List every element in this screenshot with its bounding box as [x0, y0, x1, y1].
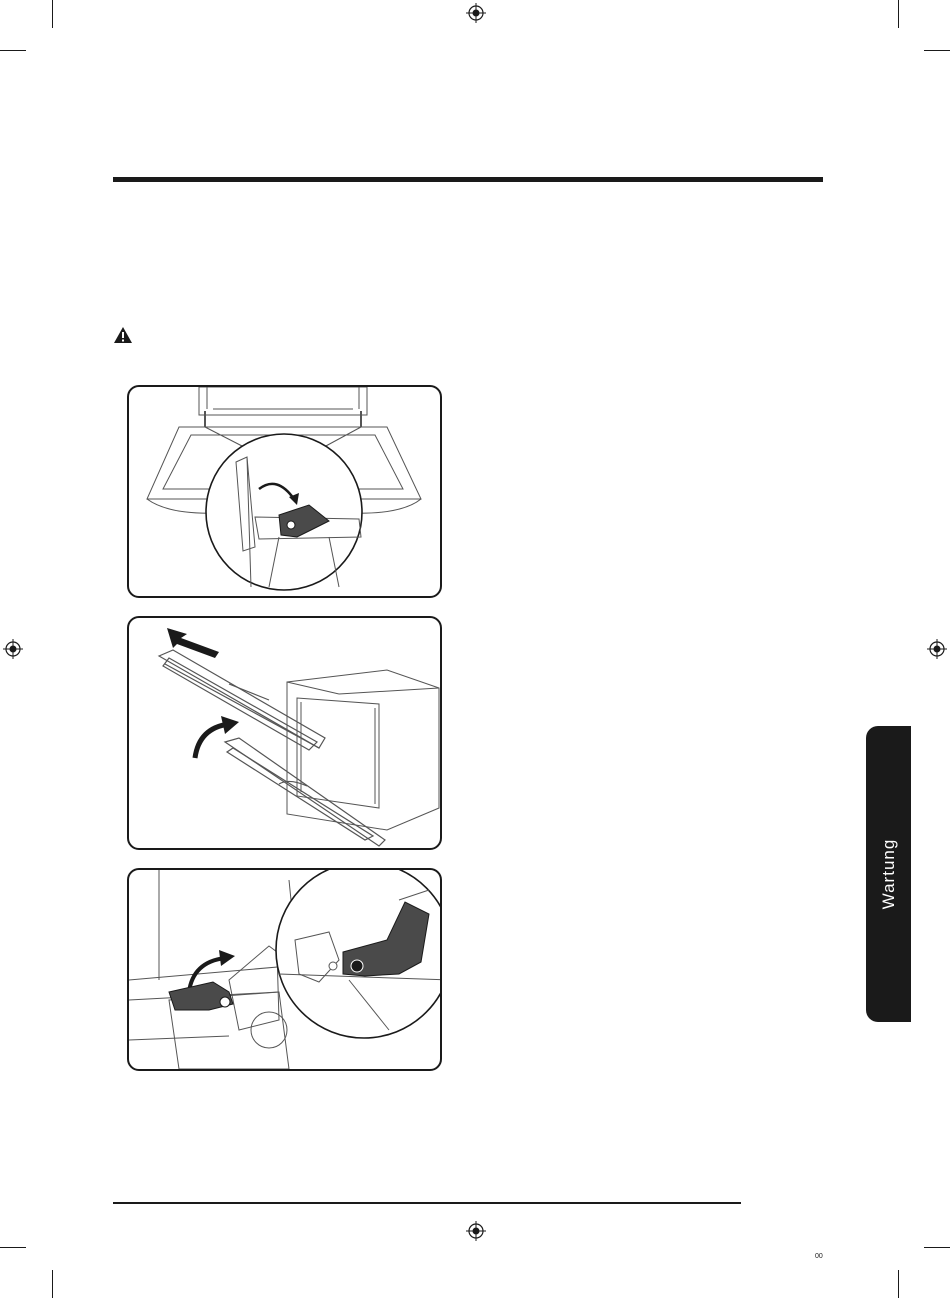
figure-hinge-lock-open — [127, 385, 442, 598]
crop-mark — [924, 50, 950, 51]
warning-triangle-icon — [113, 326, 133, 344]
crop-mark — [52, 1270, 53, 1298]
crop-mark — [924, 1247, 950, 1248]
crop-mark — [898, 1270, 899, 1298]
page-number: 00 — [815, 1253, 823, 1260]
crop-mark — [898, 0, 899, 28]
side-tab-label: Wartung — [878, 838, 898, 910]
figure-door-removal — [127, 616, 442, 850]
registration-mark-icon — [466, 1221, 486, 1241]
registration-mark-icon — [466, 3, 486, 23]
crop-mark — [0, 1247, 26, 1248]
side-tab-wartung — [866, 726, 911, 1022]
figure-hinge-lock-close — [127, 868, 442, 1071]
hinge-lock-close-illustration — [129, 870, 440, 1069]
hinge-lock-open-illustration — [129, 387, 440, 596]
footer-rule — [113, 1202, 741, 1204]
title-rule — [113, 177, 823, 182]
registration-mark-icon — [3, 639, 23, 659]
crop-mark — [0, 50, 26, 51]
registration-mark-icon — [927, 639, 947, 659]
crop-mark — [52, 0, 53, 28]
door-removal-illustration — [129, 618, 440, 848]
